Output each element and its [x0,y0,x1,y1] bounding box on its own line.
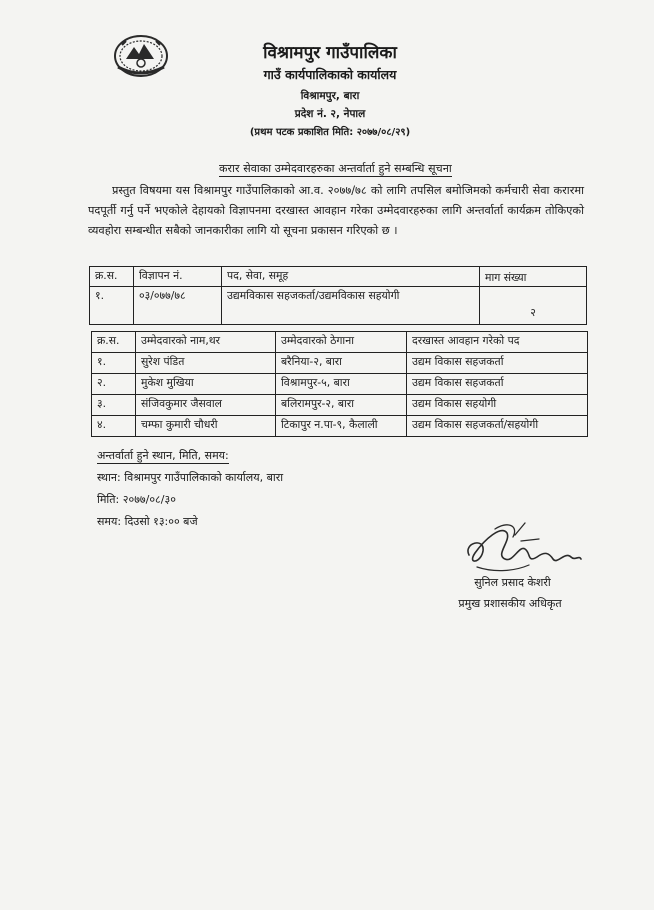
cell-name: चम्फा कुमारी चौधरी [136,416,276,437]
table-row [92,374,588,395]
cell-name: सुरेश पंडित [136,353,276,374]
table-header-row [90,267,587,287]
table-row [92,395,588,416]
notice-body: प्रस्तुत विषयमा यस विश्रामपुर गाउँपालिकाको आ.व. २०७७/७८ को लागि तपसिल बमोजिमको कर्मचारी सेवा करारमा पदपूर्ती गर्नु पर्ने भएकोले देहायको विज्ञापनमा दरखास्त आवहान गरेका उम्मेदवारहरुका लागि अन्तर्वार्ता कार्यक्रम तोकिएको व्यवहोरा सम्बन्धीत सबैको जानकारीका लागि यो सूचना प्रकासन गरिएको छ । [88,184,584,237]
vacancy-table [89,266,587,325]
province-line: प्रदेश नं. २, नेपाल [294,108,366,120]
cell-name: मुकेश मुखिया [136,374,276,395]
header-post: पद, सेवा, समूह [222,267,480,287]
table-row [92,416,588,437]
venue-date: मिति: २०७७/०८/३० [97,493,176,506]
header-name: उम्मेदवारको नाम,थर [136,332,276,353]
published-date: (प्रथम पटक प्रकाशित मिति: २०७७/०८/२९) [249,127,411,138]
office-location: विश्रामपुर, बारा [300,90,360,102]
municipality-emblem-icon [112,33,170,79]
cell-applied-post: उद्यम विकास सहजकर्ता/सहयोगी [407,416,588,437]
cell-sn: १. [92,353,136,374]
venue-time: समय: दिउसो १३:०० बजे [97,515,198,528]
venue-heading: अन्तर्वार्ता हुने स्थान, मिति, समय: [97,449,229,462]
cell-demand: २ [480,287,587,325]
header-ad-no: विज्ञापन नं. [134,267,222,287]
table-row [92,353,588,374]
header-sn: क्र.स. [92,332,136,353]
cell-address: बलिरामपुर-२, बारा [276,395,407,416]
venue-place: स्थान: विश्रामपुर गाउँपालिकाको कार्यालय, बारा [97,471,284,484]
cell-address: विश्रामपुर-५, बारा [276,374,407,395]
signatory-designation: प्रमुख प्रशासकीय अधिकृत [458,597,562,610]
cell-sn: २. [92,374,136,395]
header-address: उम्मेदवारको ठेगाना [276,332,407,353]
cell-address: टिकापुर न.पा-९, कैलाली [276,416,407,437]
municipality-name: विश्रामपुर गाउँपालिका [263,43,397,63]
header-applied-post: दरखास्त आवहान गरेको पद [407,332,588,353]
cell-sn: ३. [92,395,136,416]
cell-address: बरैनिया-२, बारा [276,353,407,374]
signatory-name: सुनिल प्रसाद केशरी [474,576,551,589]
header-sn: क्र.स. [90,267,134,287]
cell-applied-post: उद्यम विकास सहजकर्ता [407,374,588,395]
candidate-table [91,331,588,437]
cell-applied-post: उद्यम विकास सहजकर्ता [407,353,588,374]
cell-sn: १. [90,287,134,325]
cell-sn: ४. [92,416,136,437]
notice-title: करार सेवाका उम्मेदवारहरुका अन्तर्वार्ता हुने सम्बन्धि सूचना [219,162,452,175]
cell-name: संजिवकुमार जैसवाल [136,395,276,416]
cell-applied-post: उद्यम विकास सहयोगी [407,395,588,416]
office-name: गाउँ कार्यपालिकाको कार्यालय [263,67,397,82]
table-header-row [92,332,588,353]
cell-ad-no: ०३/०७७/७८ [134,287,222,325]
header-demand: माग संख्या [480,267,587,287]
cell-post: उद्यमविकास सहजकर्ता/उद्यमविकास सहयोगी [222,287,480,325]
handwritten-signature [455,515,585,583]
table-row [90,287,587,325]
